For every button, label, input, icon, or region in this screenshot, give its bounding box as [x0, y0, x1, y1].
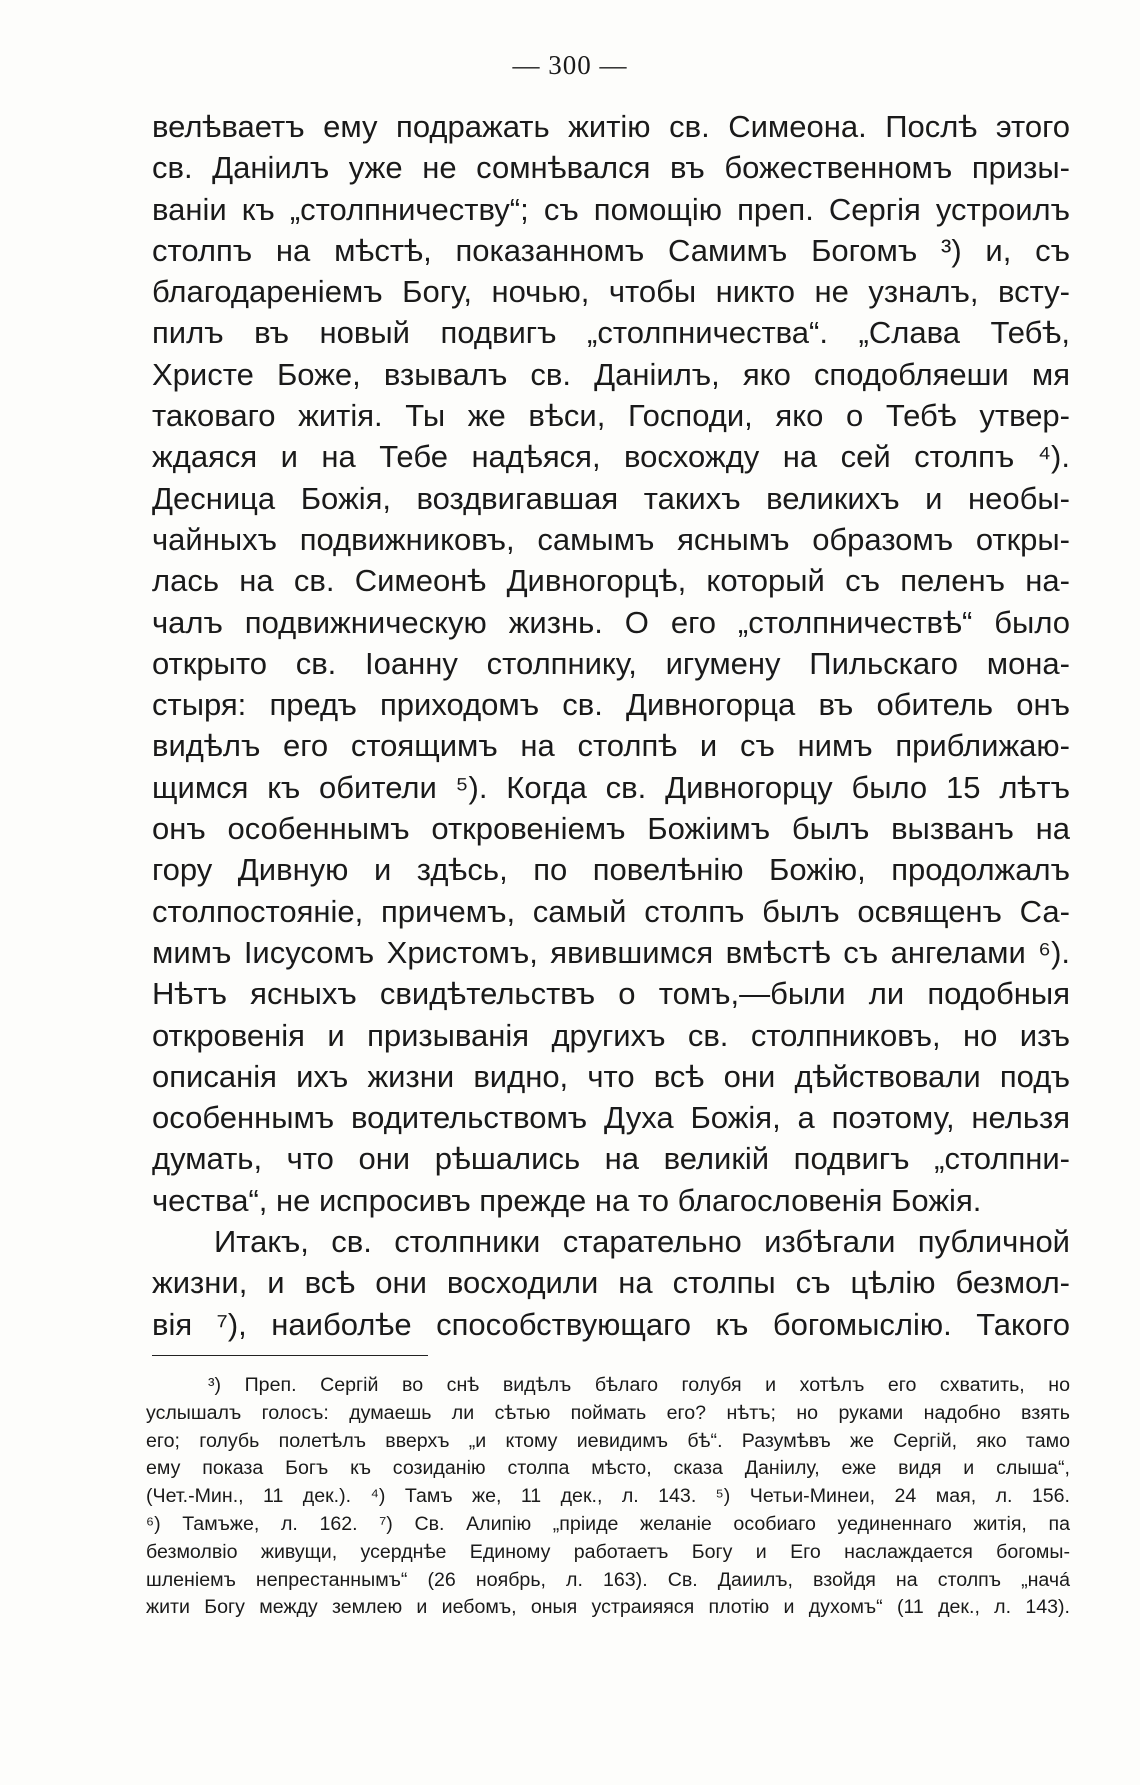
text-line: мимъ Іисусомъ Христомъ, явившимся вмѣстѣ съ ангелами ⁶). [152, 934, 1070, 970]
text-line: Десница Божія, воздвигавшая такихъ великихъ и необы- [152, 480, 1070, 516]
text-line: видѣлъ его стоящимъ на столпѣ и съ нимъ приближаю- [152, 728, 1070, 764]
text-line: ждаяся и на Тебе надѣяся, восхожду на сей столпъ ⁴). [152, 439, 1070, 475]
footnote-line: услышалъ голосъ: думаешь ли сѣтью поймать его? нѣтъ; но руками надобно взять [146, 1401, 1070, 1424]
main-text [152, 106, 1070, 1345]
text-line: велѣваетъ ему подражать житію св. Симеона. Послѣ этого [152, 109, 1070, 144]
text-line: особеннымъ водительствомъ Духа Божія, а поэтому, нельзя [152, 1100, 1070, 1136]
text-line: столпъ на мѣстѣ, показанномъ Самимъ Богомъ ³) и, съ [152, 232, 1070, 268]
footnote-line: (Чет.-Мин., 11 дек.). ⁴) Тамъ же, 11 дек., л. 143. ⁵) Четьи-Минеи, 24 мая, л. 156. [146, 1485, 1070, 1508]
text-line: гору Дивную и здѣсь, по повелѣнію Божію, продолжалъ [152, 852, 1070, 888]
footnote-line: его; голубь полетѣлъ вверхъ „и ктому иевидимъ бѣ“. Разумѣвъ же Сергій, яко тамо [146, 1429, 1070, 1452]
text-line: лась на св. Симеонѣ Дивногорцѣ, который съ пеленъ на- [152, 563, 1070, 599]
text-line: св. Даніилъ уже не сомнѣвался въ божественномъ призы- [152, 150, 1070, 186]
footnote-line: безмолвіо живущи, усерднѣе Единому работаетъ Богу и Его наслаждается богомы- [146, 1540, 1070, 1563]
text-line: чества“, не испросивъ прежде на то благословенія Божія. [152, 1182, 982, 1218]
text-line: откровенія и призыванія другихъ св. столпниковъ, но изъ [152, 1017, 1070, 1053]
footnote-line: жити Богу между землею и иебомъ, оныя устраияяся плотію и духомъ“ (11 дек., л. 143). [146, 1596, 1070, 1619]
text-line: описанія ихъ жизни видно, что всѣ они дѣйствовали подъ [152, 1058, 1070, 1094]
text-line: столпостояніе, причемъ, самый столпъ былъ освященъ Са- [152, 893, 1070, 929]
text-line: Нѣтъ ясныхъ свидѣтельствъ о томъ,—были ли подобныя [152, 976, 1070, 1012]
paragraph-start-line: Итакъ, св. столпники старательно избѣгали публичной [214, 1224, 1070, 1260]
text-line: ваніи къ „столпничеству“; съ помощію преп. Сергія устроилъ [152, 191, 1070, 227]
text-line: Христе Боже, взывалъ св. Даніилъ, яко сподобляеши мя [152, 356, 1070, 392]
text-line: думать, что они рѣшались на великій подвигъ „столпни- [152, 1141, 1070, 1177]
text-line: онъ особеннымъ откровеніемъ Божіимъ былъ вызванъ на [152, 811, 1070, 847]
text-line: чайныхъ подвижниковъ, самымъ яснымъ образомъ откры- [152, 521, 1070, 557]
text-line: жизни, и всѣ они восходили на столпы съ цѣлію безмол- [152, 1265, 1070, 1301]
footnote-line: ³) Преп. Сергій во снѣ видѣлъ бѣлаго голубя и хотѣлъ его схватить, но [208, 1374, 1070, 1396]
footnote-line: ⁶) Тамъже, л. 162. ⁷) Св. Алипію „пріиде желаніе особиаго уединеннаго житія, па [146, 1512, 1070, 1535]
text-line: таковаго житія. Ты же вѣси, Господи, яко о Тебѣ утвер- [152, 398, 1070, 434]
text-line: стыря: предъ приходомъ св. Дивногорца въ обитель онъ [152, 687, 1070, 723]
text-line: благодареніемъ Богу, ночью, чтобы никто не узналъ, всту- [152, 274, 1070, 310]
text-line: пилъ въ новый подвигъ „столпничества“. „Слава Тебѣ, [152, 315, 1070, 351]
text-line: щимся къ обители ⁵). Когда св. Дивногорцу было 15 лѣтъ [152, 769, 1070, 805]
page-number: — 300 — [512, 50, 628, 80]
footnote-divider [152, 1355, 428, 1356]
footnote-line: ему показа Богъ къ созиданію столпа мѣсто, сказа Даніилу, еже видя и слыша“, [146, 1457, 1070, 1480]
footnote-line: шленіемъ непрестаннымъ“ (26 ноябрь, л. 163). Св. Даиилъ, взойдя на столпъ „начá [146, 1568, 1070, 1591]
text-line: вія ⁷), наиболѣе способствующаго къ богомыслію. Такого [152, 1306, 1070, 1342]
text-line: открыто св. Іоанну столпнику, игумену Пильскаго мона- [152, 645, 1070, 681]
text-line: чалъ подвижническую жизнь. О его „столпничествѣ“ было [152, 604, 1070, 640]
footnotes [146, 1372, 1070, 1622]
